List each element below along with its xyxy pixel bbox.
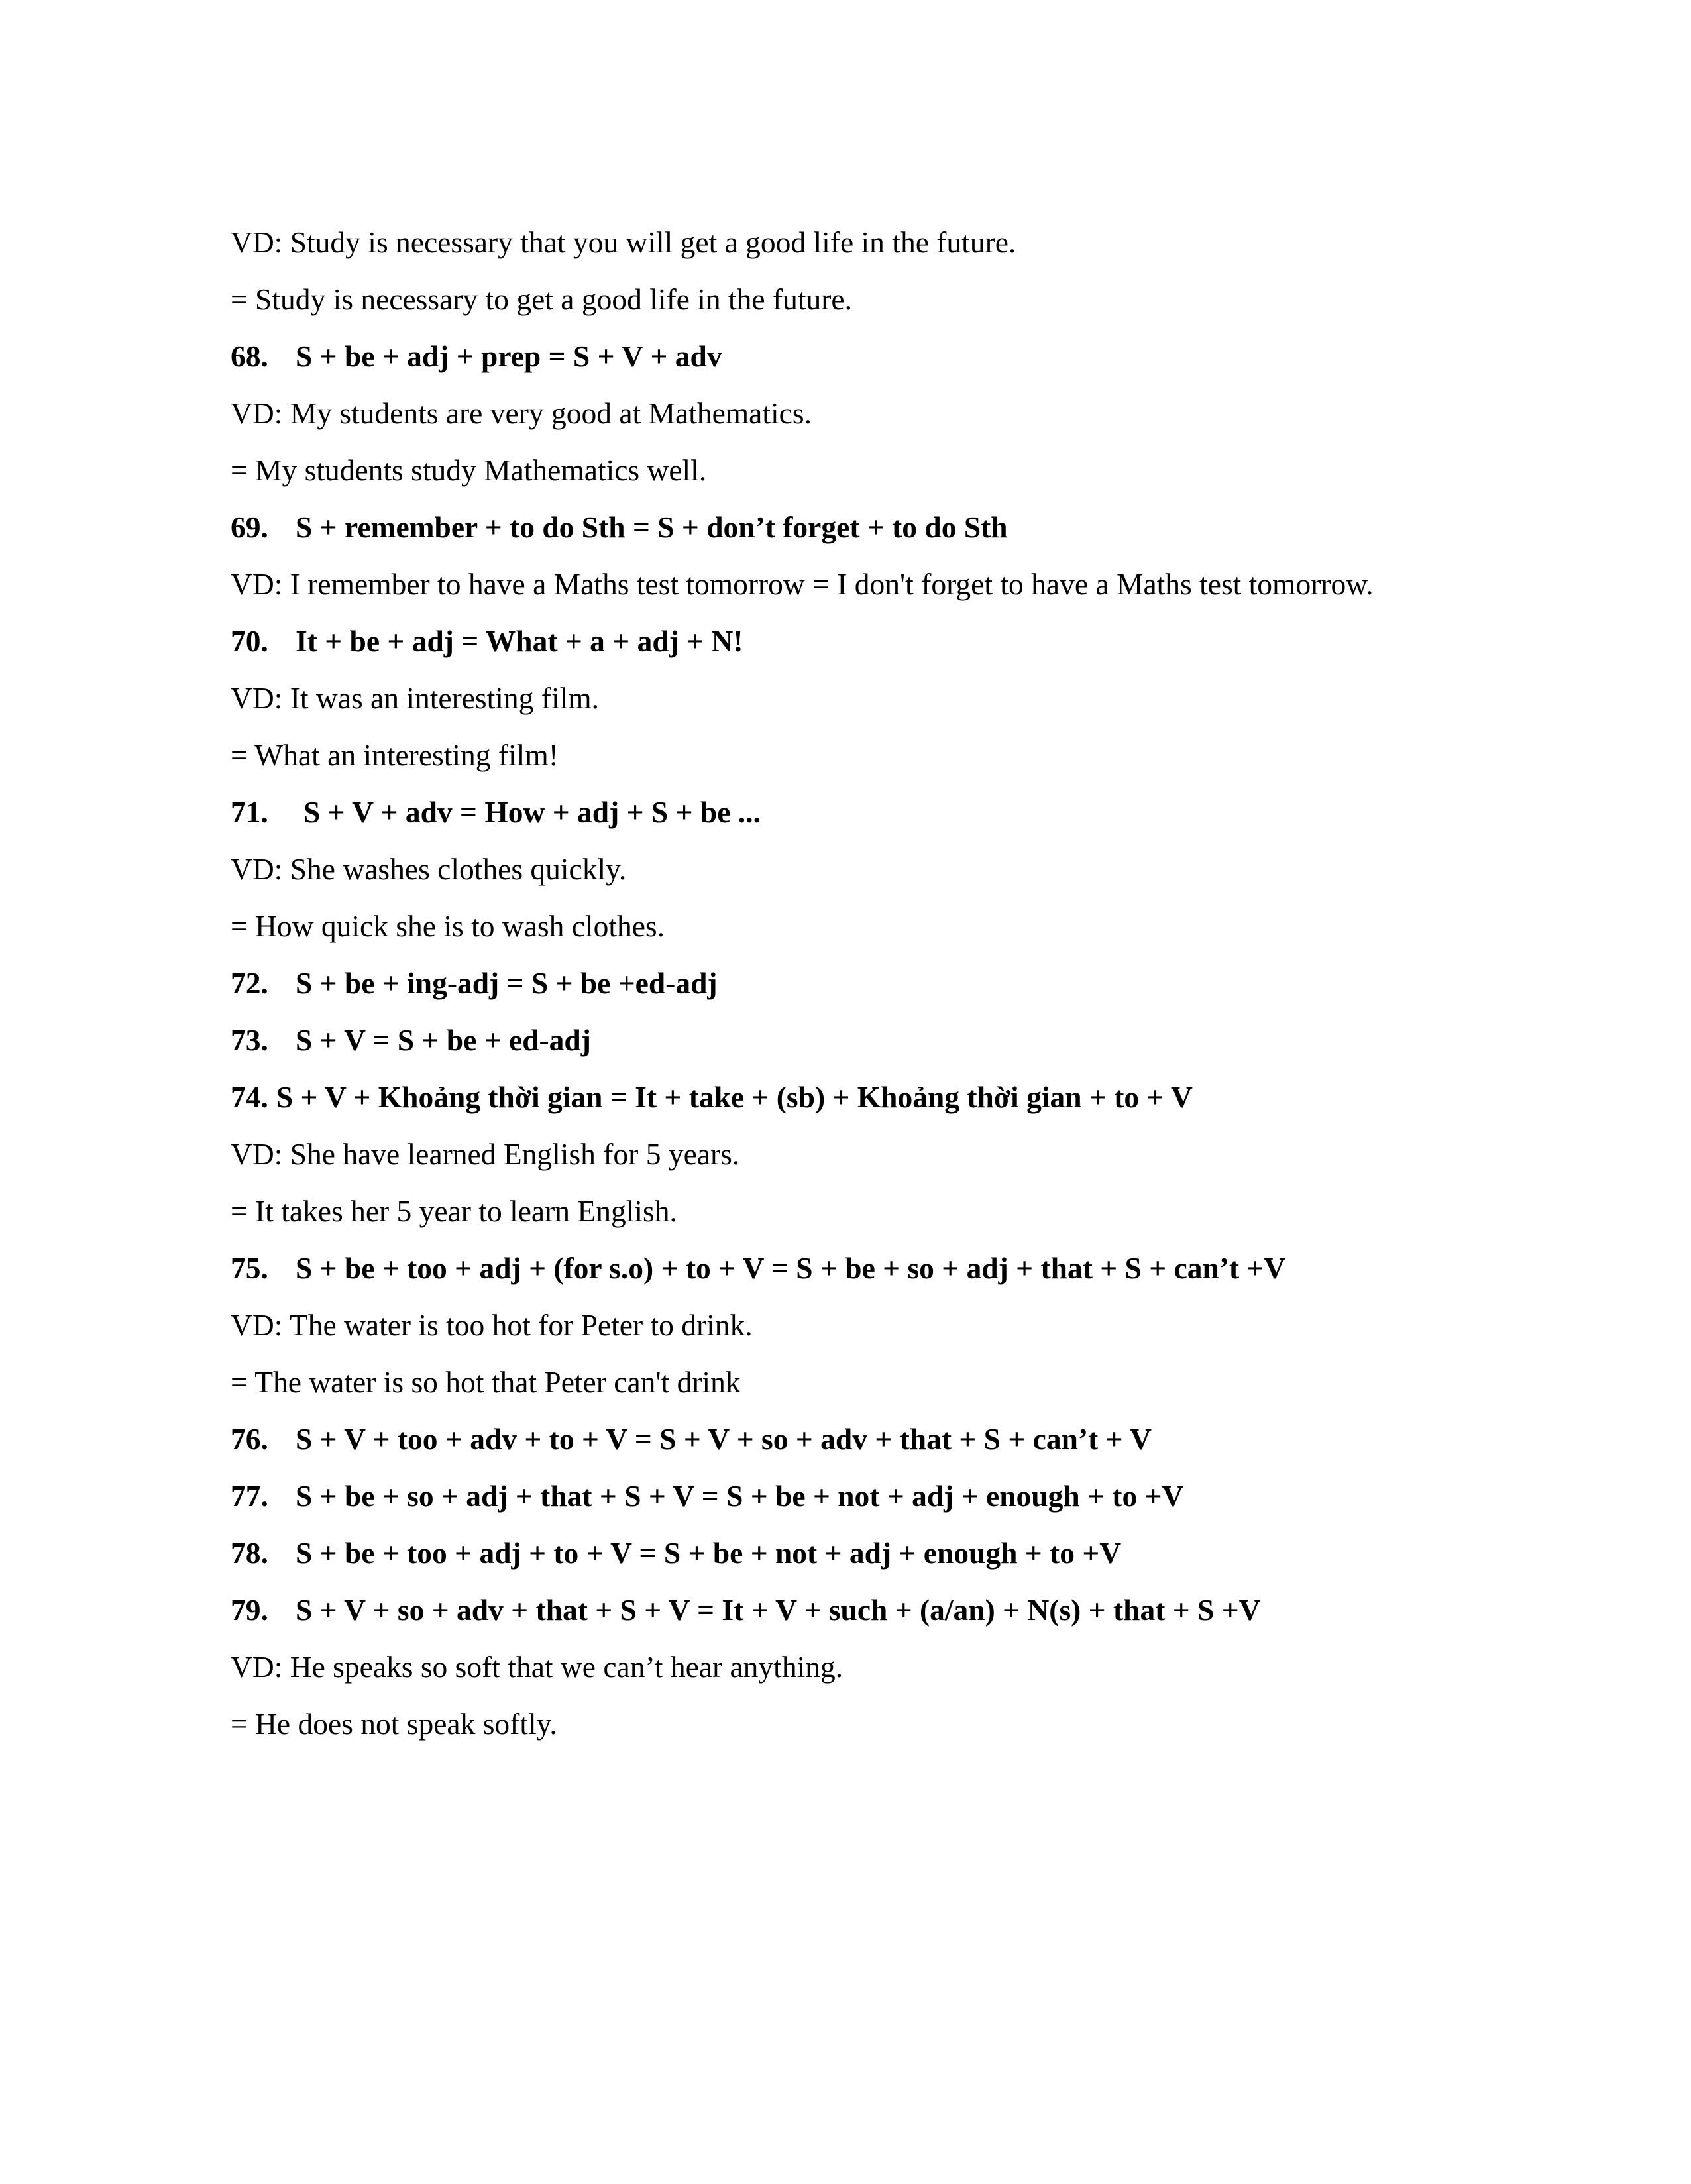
- rule-formula: S + V + too + adv + to + V = S + V + so + adv + that + S + can’t + V: [296, 1422, 1152, 1456]
- rule-76: [231, 1418, 1556, 1475]
- example-line: = What an interesting film!: [231, 738, 559, 772]
- rule-75: [231, 1247, 1556, 1304]
- rule-number: 73.: [231, 1023, 268, 1057]
- rule-74: [231, 1076, 1556, 1133]
- rule-formula: S + V + Khoảng thời gian = It + take + (sb) + Khoảng thời gian + to + V: [276, 1080, 1193, 1114]
- rule-number: 68.: [231, 339, 268, 373]
- example-line: VD: I remember to have a Maths test tomorrow = I don't forget to have a Maths test tomorrow.: [231, 567, 1374, 601]
- rule-77: [231, 1475, 1556, 1532]
- rule-formula: S + V + adv = How + adj + S + be ...: [303, 795, 761, 829]
- rule-number: 79.: [231, 1593, 268, 1627]
- rule-number: 76.: [231, 1422, 268, 1456]
- rule-number: 77.: [231, 1479, 268, 1513]
- rule-72: [231, 962, 1556, 1019]
- rule-number: 72.: [231, 966, 268, 1000]
- example-line: = The water is so hot that Peter can't drink: [231, 1365, 741, 1399]
- rule-79: [231, 1589, 1556, 1646]
- rule-number: 70.: [231, 624, 268, 658]
- rule-73: [231, 1019, 1556, 1076]
- example-line: VD: My students are very good at Mathematics.: [231, 396, 812, 430]
- rule-78: [231, 1532, 1556, 1589]
- rule-formula: S + be + so + adj + that + S + V = S + be + not + adj + enough + to +V: [296, 1479, 1184, 1513]
- rule-number: 71.: [231, 795, 268, 829]
- rule-formula: S + remember + to do Sth = S + don’t forget + to do Sth: [296, 510, 1008, 544]
- rule-number: 75.: [231, 1251, 268, 1285]
- example-line: VD: He speaks so soft that we can’t hear anything.: [231, 1650, 844, 1684]
- rule-71: [231, 791, 1556, 848]
- example-line: = My students study Mathematics well.: [231, 453, 707, 487]
- example-line: VD: Study is necessary that you will get a good life in the future.: [231, 225, 1016, 259]
- example-line: VD: The water is too hot for Peter to drink.: [231, 1308, 753, 1342]
- rule-formula: S + V + so + adv + that + S + V = It + V + such + (a/an) + N(s) + that + S +V: [296, 1593, 1261, 1627]
- rule-formula: S + be + too + adj + to + V = S + be + not + adj + enough + to +V: [296, 1536, 1122, 1570]
- rule-formula: S + be + too + adj + (for s.o) + to + V = S + be + so + adj + that + S + can’t +V: [296, 1251, 1286, 1285]
- rule-formula: S + be + ing-adj = S + be +ed-adj: [296, 966, 718, 1000]
- rule-68: [231, 335, 1556, 392]
- example-line: VD: She have learned English for 5 years.: [231, 1137, 740, 1171]
- example-line: = How quick she is to wash clothes.: [231, 909, 665, 943]
- rule-number: 69.: [231, 510, 268, 544]
- rule-formula: S + V = S + be + ed-adj: [296, 1023, 591, 1057]
- example-line: VD: It was an interesting film.: [231, 681, 599, 715]
- rule-number: 78.: [231, 1536, 268, 1570]
- rule-formula: It + be + adj = What + a + adj + N!: [296, 624, 743, 658]
- rule-formula: S + be + adj + prep = S + V + adv: [296, 339, 722, 373]
- example-line: = He does not speak softly.: [231, 1707, 557, 1741]
- rule-69: [231, 506, 1556, 563]
- rule-70: [231, 620, 1556, 677]
- document-page: [231, 221, 1556, 1760]
- example-line: = It takes her 5 year to learn English.: [231, 1194, 677, 1228]
- example-line: = Study is necessary to get a good life in the future.: [231, 282, 852, 316]
- rule-number: 74.: [231, 1080, 268, 1114]
- example-line: VD: She washes clothes quickly.: [231, 852, 627, 886]
